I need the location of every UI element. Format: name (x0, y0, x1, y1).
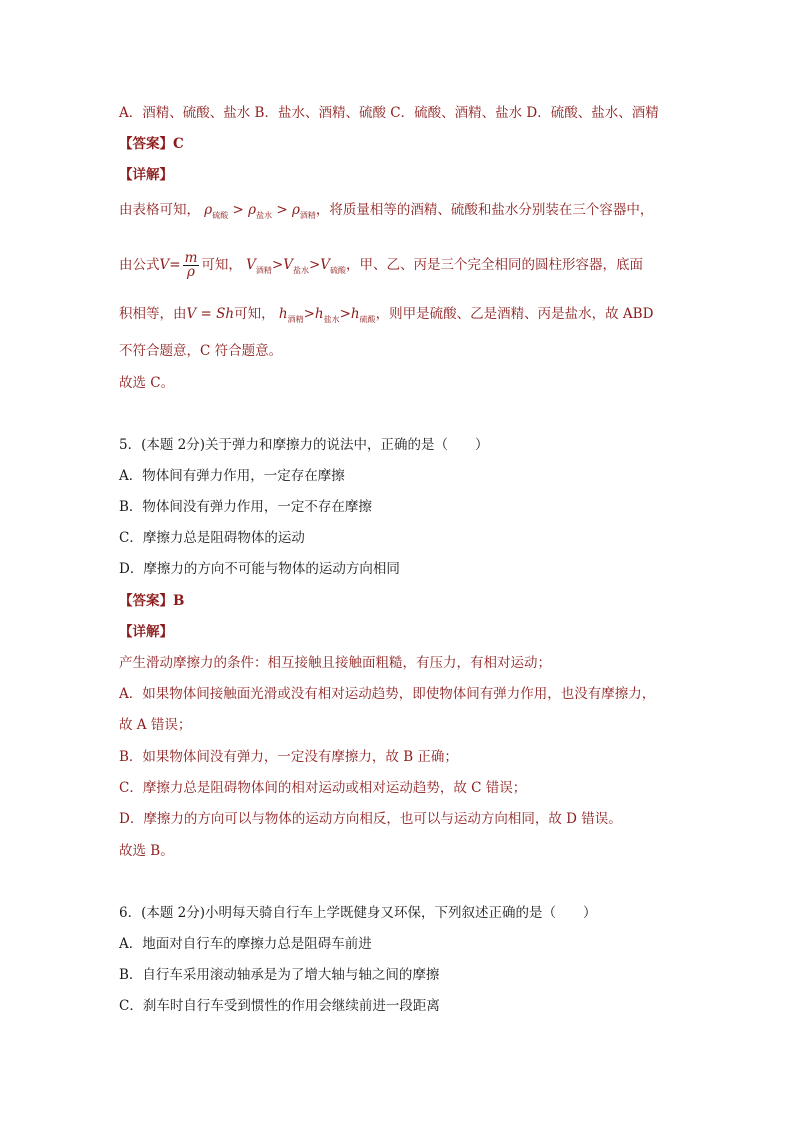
q6-option-c: C．刹车时自行车受到惯性的作用会继续前进一段距离 (119, 998, 440, 1014)
q4-detail-title: 【详解】 (119, 167, 173, 183)
q5-option-d: D．摩擦力的方向不可能与物体的运动方向相同 (119, 561, 400, 577)
mass-density-fraction: $\frac{m}{\rho}$ (184, 250, 198, 280)
q4-conclusion: 故选 C。 (119, 375, 175, 391)
q4-detail-line-2: 由公式V= $\frac{m}{\rho}$ 可知， $V_{酒精}>V_{盐水}>V_{硫酸}$，甲、乙、丙是三个完全相同的圆柱形容器，底面 (119, 250, 644, 280)
q5-option-c: C．摩擦力总是阻碍物体的运动 (119, 530, 305, 546)
q5-conclusion: 故选 B。 (119, 843, 174, 859)
q5-detail-line: 故 A 错误； (119, 717, 192, 733)
q5-detail-line: 产生滑动摩擦力的条件：相互接触且接触面粗糙，有压力，有相对运动； (119, 655, 551, 671)
q5-detail-title: 【详解】 (119, 624, 173, 640)
q5-detail-line: D．摩擦力的方向可以与物体的运动方向相反，也可以与运动方向相同，故 D 错误。 (119, 811, 622, 827)
q4-detail-line-1: 由表格可知， $\rho_{硫酸} > \rho_{盐水} > \rho_{酒精}$，将质量相等的酒精、硫酸和盐水分别装在三个容器中， (119, 202, 654, 220)
q4-options: A．酒精、硫酸、盐水 B．盐水、酒精、硫酸 C．硫酸、酒精、盐水 D．硫酸、盐水、酒精 (119, 105, 659, 121)
q5-detail-line: A．如果物体间接触面光滑或没有相对运动趋势，即使物体间有弹力作用，也没有摩擦力， (119, 686, 656, 702)
q5-stem: 5．(本题 2分)关于弹力和摩擦力的说法中，正确的是（ ） (119, 437, 489, 453)
q5-option-a: A．物体间有弹力作用，一定存在摩擦 (119, 468, 345, 484)
q6-option-b: B．自行车采用滚动轴承是为了增大轴与轴之间的摩擦 (119, 967, 440, 983)
q6-stem: 6．(本题 2分)小明每天骑自行车上学既健身又环保，下列叙述正确的是（ ） (119, 905, 597, 921)
q5-detail-line: C．摩擦力总是阻碍物体间的相对运动或相对运动趋势，故 C 错误； (119, 780, 527, 796)
q5-option-b: B．物体间没有弹力作用，一定不存在摩擦 (119, 499, 372, 515)
q6-option-a: A．地面对自行车的摩擦力总是阻碍车前进 (119, 936, 372, 952)
q4-detail-line-4: 不符合题意，C 符合题意。 (119, 343, 283, 359)
q5-answer: 【答案】B (119, 593, 185, 609)
q5-detail-line: B．如果物体间没有弹力，一定没有摩擦力，故 B 正确； (119, 749, 458, 765)
q4-answer: 【答案】C (119, 136, 184, 152)
q4-detail-line-3: 积相等，由V = Sh可知， $h_{酒精}>h_{盐水}>h_{硫酸}$，则甲是硫酸、乙是酒精、丙是盐水，故 ABD (119, 306, 654, 324)
